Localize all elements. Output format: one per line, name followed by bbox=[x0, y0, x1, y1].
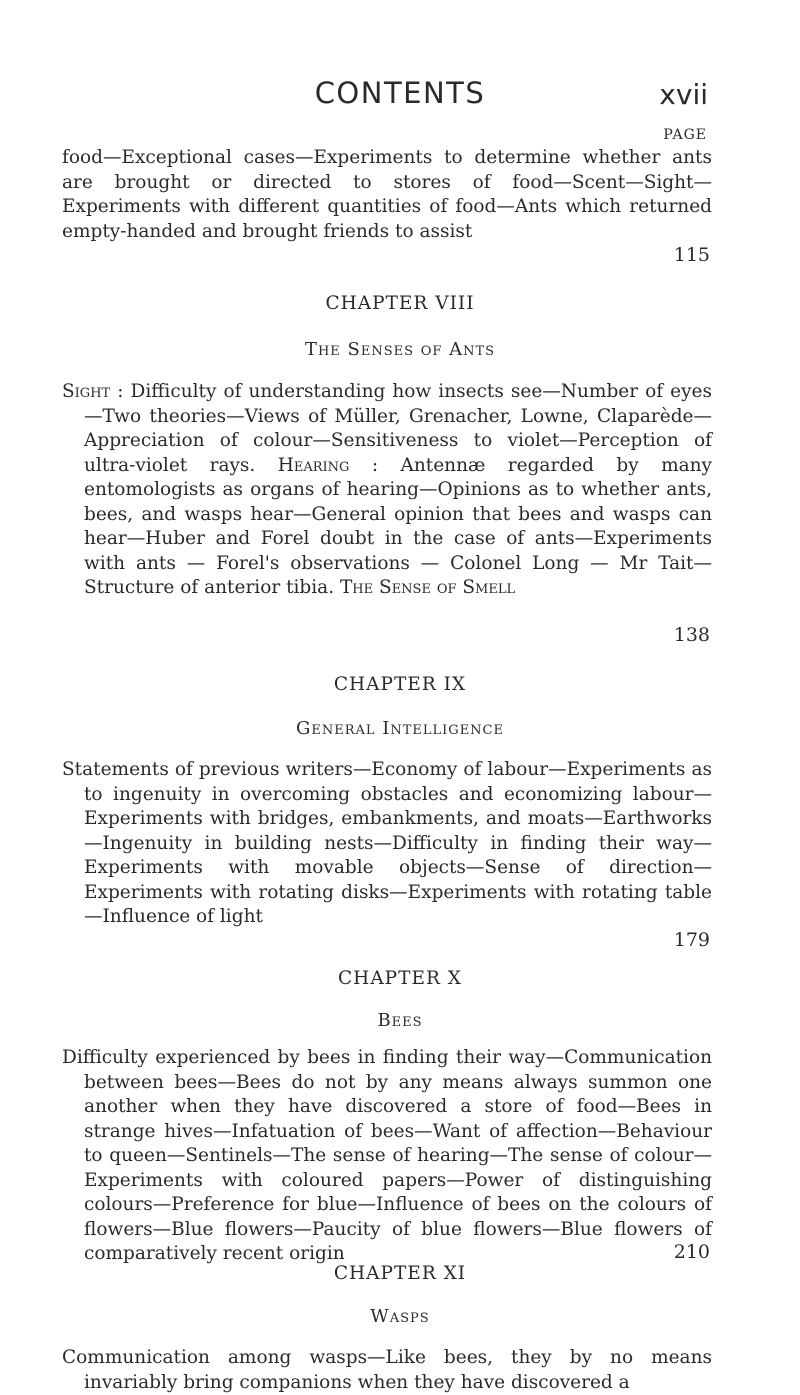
toc-entry-text: : Difficulty of understanding how insects see—Number of eyes—Two theories—Views of Müller, Grenacher, Lowne, Claparède—Appreciation of colour—Sensitiveness to violet—Perception of ultra-violet rays. bbox=[84, 381, 712, 476]
page-column-label: PAGE bbox=[663, 127, 707, 143]
section-label-smell: The Sense of Smell bbox=[339, 577, 516, 598]
section-label-hearing: Hearing bbox=[277, 454, 350, 476]
toc-entry-chapter-ix bbox=[62, 758, 712, 930]
running-title: CONTENTS bbox=[314, 76, 486, 110]
toc-entry-continued bbox=[62, 146, 712, 244]
toc-entry-text: : Antennæ regarded by many entomologists as organs of hearing—Opinions as to whether ants, bees, and wasps hear—General opinion that bees and wasps can hear—Huber and Forel doubt in the case of ants—Experiments with ants — Forel's observations — Colonel Long — Mr Tait—Structure of anterior tibia. bbox=[84, 454, 713, 598]
toc-entry-text: Communication among wasps—Like bees, they by no means invariably bring companions when they have discovered a bbox=[62, 1347, 712, 1393]
chapter-title-ix: General Intelligence bbox=[296, 718, 504, 739]
toc-page-number: 179 bbox=[673, 929, 710, 951]
toc-page-number: 138 bbox=[673, 624, 710, 646]
toc-entry-text: Statements of previous writers—Economy of labour—Experiments as to ingenuity in overcoming obstacles and economizing labour—Experiments with bridges, embankments, and moats—Earthworks—Ingenuity in building nests—Difficulty in finding their way—Experiments with movable objects—Sense of direction—Experiments with rotating disks—Experiments with rotating table—Influence of light bbox=[62, 759, 712, 927]
section-label-sight: Sight bbox=[62, 381, 111, 402]
toc-entry-text: food—Exceptional cases—Experiments to determine whether ants are brought or directed to stores of food—Scent—Sight—Experiments with different quantities of food—Ants which returned empty-handed and brought friends to assist bbox=[62, 147, 712, 242]
chapter-heading-xi: CHAPTER XI bbox=[333, 1263, 467, 1284]
page-number-roman: xvii bbox=[659, 78, 708, 111]
chapter-heading-ix: CHAPTER IX bbox=[333, 674, 467, 695]
chapter-title-viii: The Senses of Ants bbox=[304, 339, 496, 360]
toc-page-number: 115 bbox=[673, 244, 710, 266]
chapter-title-x: Bees bbox=[377, 1010, 423, 1031]
toc-entry-chapter-xi bbox=[62, 1346, 712, 1395]
toc-entry-chapter-viii bbox=[62, 380, 712, 601]
running-header bbox=[0, 76, 800, 116]
toc-entry-chapter-x bbox=[62, 1046, 712, 1267]
toc-page-number: 210 bbox=[673, 1241, 710, 1263]
chapter-heading-x: CHAPTER X bbox=[338, 968, 462, 989]
chapter-title-xi: Wasps bbox=[370, 1306, 430, 1327]
toc-entry-text: Difficulty experienced by bees in finding their way—Communication between bees—Bees do not by any means always summon one another when they have discovered a store of food—Bees in strange hives—Infatuation of bees—Want of affection—Behaviour to queen—Sentinels—The sense of hearing—The sense of colour—Experiments with coloured papers—Power of distinguishing colours—Preference for blue—Influence of bees on the colours of flowers—Blue flowers—Paucity of blue flowers—Blue flowers of comparatively recent origin bbox=[62, 1047, 712, 1264]
chapter-heading-viii: CHAPTER VIII bbox=[325, 293, 475, 314]
